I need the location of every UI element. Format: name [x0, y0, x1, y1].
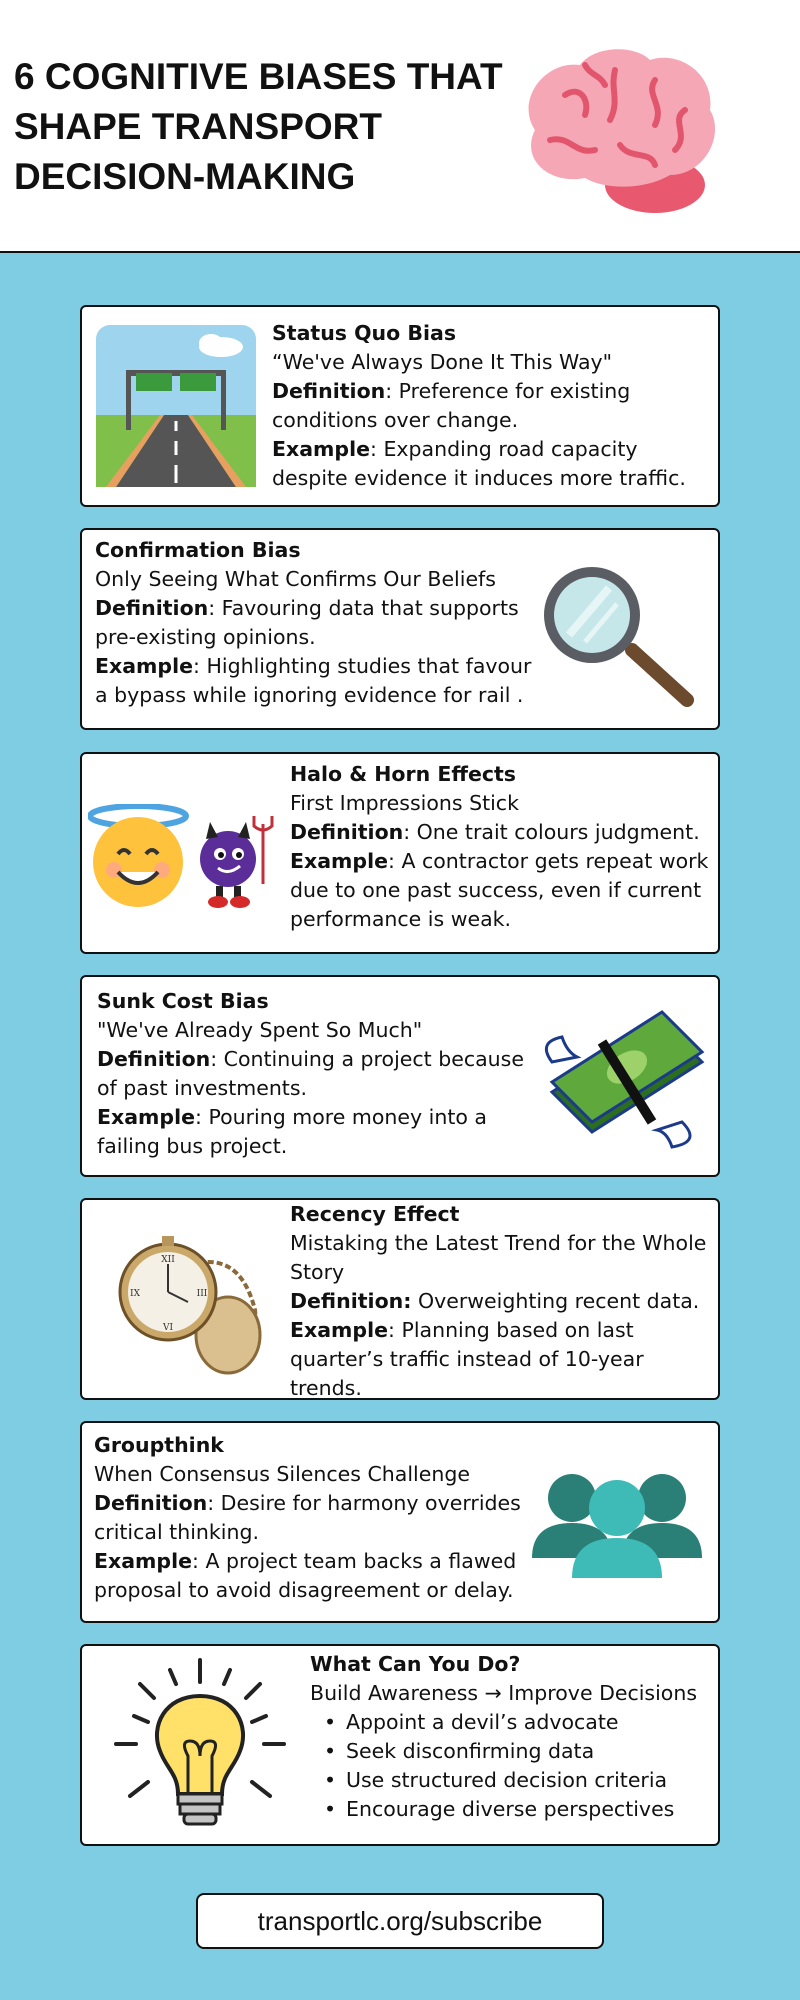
card-text: Status Quo Bias “We've Always Done It This Way" Definition: Preference for existing conditions over change. Example: Expanding road capacity despite evidence it induces more traffic.: [272, 321, 686, 490]
lightbulb-icon: [110, 1656, 290, 1836]
card-text: Recency Effect Mistaking the Latest Trend for the Whole Story Definition: Overweighting recent data. Example: Planning based on last quarter’s traffic instead of 10-year trends.: [290, 1202, 707, 1400]
subscribe-link[interactable]: transportlc.org/subscribe: [196, 1893, 604, 1949]
card-text: Confirmation Bias Only Seeing What Confirms Our Beliefs Definition: Favouring data that supports pre-existing opinions. Example: Highlighting studies that favour a bypass while ignoring evidence for rail .: [95, 538, 532, 707]
flying-money-icon: [542, 1002, 712, 1152]
card-groupthink: [80, 1421, 720, 1623]
card-text: Sunk Cost Bias "We've Already Spent So Much" Definition: Continuing a project because of past investments. Example: Pouring more money into a failing bus project.: [97, 989, 524, 1158]
group-icon: [532, 1468, 702, 1578]
card-text: Halo & Horn Effects First Impressions Stick Definition: One trait colours judgment. Example: A contractor gets repeat work due to one past success, even if current performance is weak.: [290, 762, 709, 931]
header: [0, 0, 800, 253]
list-item: • Seek disconfirming data: [310, 1737, 710, 1766]
card-halo-horn-effects: [80, 752, 720, 954]
svg-text:III: III: [196, 1289, 208, 1299]
card-text: What Can You Do? Build Awareness → Improve Decisions • Appoint a devil’s advocate • Seek disconfirming data • Use structured decision criteria • Encourage diverse perspectives: [310, 1650, 710, 1824]
magnifying-glass-icon: [537, 560, 697, 710]
card-sunk-cost-bias: [80, 975, 720, 1177]
svg-text:IX: IX: [130, 1289, 140, 1299]
card-confirmation-bias: [80, 528, 720, 730]
page-title: 6 COGNITIVE BIASES THAT SHAPE TRANSPORT DECISION-MAKING: [14, 56, 503, 197]
card-text: Groupthink When Consensus Silences Challenge Definition: Desire for harmony overrides critical thinking. Example: A project team backs a flawed proposal to avoid disagreement or delay.: [94, 1433, 521, 1602]
list-item: • Use structured decision criteria: [310, 1766, 710, 1795]
action-list: [310, 1708, 710, 1824]
highway-icon: [96, 325, 256, 487]
card-status-quo-bias: [80, 305, 720, 507]
list-item: • Appoint a devil’s advocate: [310, 1708, 710, 1737]
angel-devil-icon: [88, 804, 284, 914]
card-recency-effect: [80, 1198, 720, 1400]
brain-icon: [505, 40, 725, 220]
svg-text:VI: VI: [162, 1323, 174, 1333]
card-what-can-you-do: [80, 1644, 720, 1846]
list-item: • Encourage diverse perspectives: [310, 1795, 710, 1824]
pocket-watch-icon: [110, 1230, 270, 1378]
svg-text:XII: XII: [161, 1255, 175, 1265]
